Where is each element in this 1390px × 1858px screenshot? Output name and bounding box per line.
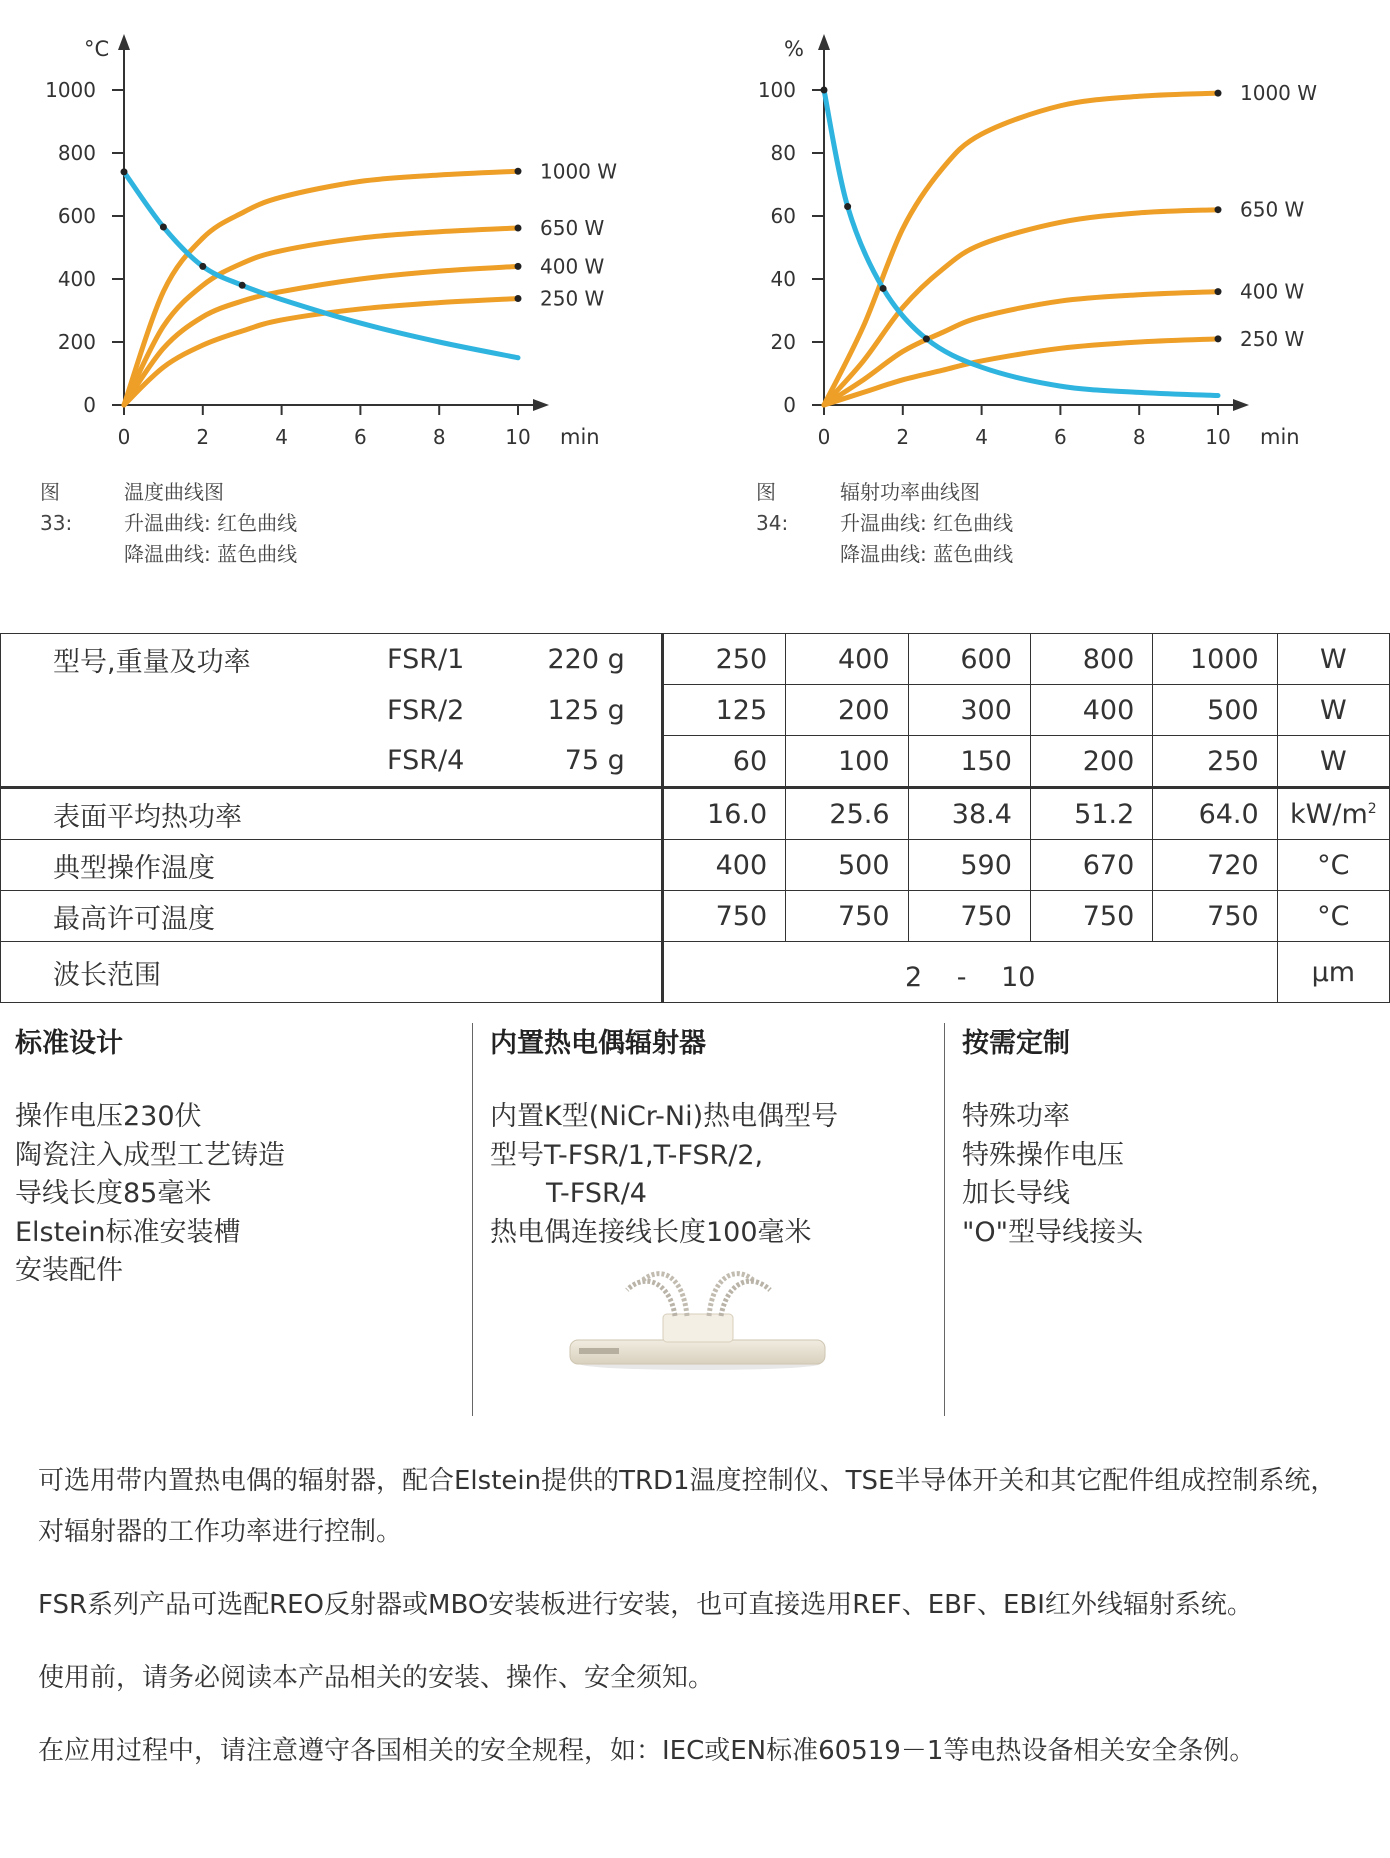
unit-cell: W [1277, 634, 1389, 685]
series-point [821, 87, 828, 94]
series-endpoint [515, 263, 522, 270]
thermocouple-emitter-illustration [565, 1262, 835, 1372]
value-cell: 64.0 [1153, 788, 1277, 840]
x-tick-label: 10 [1205, 425, 1231, 449]
list-item: 内置K型(NiCr-Ni)热电偶型号 [490, 1101, 839, 1132]
paragraph: 可选用带内置热电偶的辐射器，配合Elstein提供的TRD1温度控制仪、TSE半导体开关和其它配件组成控制系统，对辐射器的工作功率进行控制。 [38, 1466, 1337, 1547]
value-cell: 16.0 [662, 788, 785, 840]
caption-line: 降温曲线: 蓝色曲线 [840, 542, 1014, 566]
series-label: 1000 W [1240, 81, 1318, 106]
series-point [880, 285, 887, 292]
table-row [1, 840, 1390, 891]
row-label: 表面平均热功率 [1, 788, 663, 840]
series-point [199, 263, 206, 270]
column-divider [944, 1023, 945, 1416]
list-item: 操作电压230伏 [15, 1101, 202, 1132]
y-tick-label: 0 [83, 393, 96, 417]
series-endpoint [1215, 90, 1222, 97]
value-cell: 250 [1153, 736, 1277, 788]
column-standard-design [15, 1022, 475, 1291]
x-tick-label: 0 [817, 425, 831, 449]
x-tick-label: 8 [1132, 425, 1146, 449]
series-endpoint [1215, 288, 1222, 295]
value-cell: 400 [662, 840, 785, 891]
value-cell: 125 [662, 685, 785, 736]
series-point [923, 335, 930, 342]
series-line [124, 299, 518, 405]
value-cell: 100 [786, 736, 908, 788]
x-tick-label: 4 [975, 425, 988, 449]
table-row [1, 942, 1390, 1003]
table-row [1, 788, 1390, 840]
y-tick-label: 400 [57, 267, 96, 291]
caption-line: 降温曲线: 蓝色曲线 [124, 542, 298, 566]
weight-cell: 75 g [520, 736, 663, 788]
row-label: 最高许可温度 [1, 891, 663, 942]
list-item: 热电偶连接线长度100毫米 [490, 1216, 812, 1248]
series-label: 400 W [540, 254, 605, 279]
unit-cell: °C [1277, 840, 1389, 891]
value-cell: 200 [786, 685, 908, 736]
value-cell: 750 [1030, 891, 1152, 942]
y-tick-label: 600 [57, 204, 96, 228]
column-thermocouple [490, 1022, 950, 1252]
table-row [1, 736, 1390, 788]
list-item: 加长导线 [962, 1178, 1070, 1209]
series-point [160, 224, 167, 231]
value-cell: 750 [908, 891, 1030, 942]
range-dash: - [956, 961, 967, 993]
unit-text: kW/m [1290, 798, 1368, 830]
series-line [124, 171, 518, 405]
spec-table [0, 633, 1390, 1003]
series-endpoint [515, 224, 522, 231]
x-axis-arrow [1233, 399, 1249, 411]
y-tick-label: 800 [57, 141, 96, 165]
value-cell: 38.4 [908, 788, 1030, 840]
table-row [1, 685, 1390, 736]
y-tick-label: 200 [57, 330, 96, 354]
series-endpoint [515, 168, 522, 175]
caption-number: 图33: [40, 480, 73, 535]
x-tick-label: 6 [1054, 425, 1067, 449]
value-cell: 400 [1030, 685, 1152, 736]
unit-cell: W [1277, 685, 1389, 736]
list-item: 陶瓷注入成型工艺铸造 [15, 1139, 285, 1171]
x-tick-label: 8 [432, 425, 446, 449]
value-cell: 300 [908, 685, 1030, 736]
caption-line: 升温曲线: 红色曲线 [124, 511, 298, 535]
value-cell: 670 [1030, 840, 1152, 891]
series-label: 400 W [1240, 279, 1305, 304]
series-line [824, 93, 1218, 405]
y-tick-label: 80 [770, 141, 796, 165]
value-cell: 750 [786, 891, 908, 942]
y-axis-label: °C [84, 37, 110, 61]
series-label: 650 W [1240, 197, 1305, 222]
y-axis-label: % [784, 37, 804, 61]
caption-title: 辐射功率曲线图 [840, 480, 980, 504]
caption-line: 升温曲线: 红色曲线 [840, 511, 1014, 535]
value-cell: 750 [1153, 891, 1277, 942]
column-title: 内置热电偶辐射器 [490, 1028, 706, 1059]
paragraph: 使用前，请务必阅读本产品相关的安装、操作、安全须知。 [38, 1663, 715, 1693]
list-item: T-FSR/4 [546, 1178, 647, 1209]
unit-cell [1277, 788, 1389, 840]
row-label: 典型操作温度 [1, 840, 663, 891]
column-custom [962, 1022, 1390, 1252]
column-title: 按需定制 [962, 1028, 1070, 1059]
x-tick-label: 2 [896, 425, 910, 449]
series-endpoint [1215, 206, 1222, 213]
value-cell: 500 [1153, 685, 1277, 736]
series-endpoint [1215, 335, 1222, 342]
series-point [844, 203, 851, 210]
value-cell: 720 [1153, 840, 1277, 891]
y-tick-label: 0 [783, 393, 796, 417]
value-cell: 60 [662, 736, 785, 788]
model-cell: FSR/2 [387, 694, 465, 726]
value-cell: 200 [1030, 736, 1152, 788]
value-cell: 600 [908, 634, 1030, 685]
y-tick-label: 20 [770, 330, 796, 354]
series-endpoint [515, 295, 522, 302]
x-axis-arrow [533, 399, 549, 411]
model-cell: FSR/1 [387, 634, 520, 685]
value-cell: 500 [786, 840, 908, 891]
caption-number: 图34: [756, 480, 789, 535]
list-item: 特殊操作电压 [962, 1139, 1124, 1171]
x-tick-label: 2 [196, 425, 210, 449]
caption-title: 温度曲线图 [124, 480, 224, 504]
series-label: 250 W [540, 286, 605, 311]
column-divider [472, 1023, 473, 1416]
unit-cell: µm [1277, 942, 1389, 1003]
x-tick-label: 4 [275, 425, 288, 449]
value-cell: 250 [662, 634, 785, 685]
value-cell: 590 [908, 840, 1030, 891]
x-tick-label: 0 [117, 425, 131, 449]
column-title: 标准设计 [15, 1028, 123, 1059]
list-item: 特殊功率 [962, 1101, 1070, 1132]
radiant-power-chart [700, 0, 1360, 470]
y-tick-label: 1000 [45, 78, 96, 102]
series-label: 250 W [1240, 326, 1305, 351]
list-item: 安装配件 [15, 1255, 123, 1286]
value-cell: 1000 [1153, 634, 1277, 685]
series-line [124, 266, 518, 405]
y-axis-arrow [118, 34, 130, 50]
unit-superscript: 2 [1367, 800, 1377, 817]
notes [38, 1456, 1358, 1799]
paragraph: 在应用过程中，请注意遵守各国相关的安全规程，如：IEC或EN标准60519－1等电热设备相关安全条例。 [38, 1736, 1256, 1766]
value-cell: 25.6 [786, 788, 908, 840]
y-tick-label: 60 [770, 204, 796, 228]
value-cell: 150 [908, 736, 1030, 788]
temperature-chart [0, 0, 660, 470]
weight-cell: 220 g [520, 634, 663, 685]
x-tick-label: 10 [505, 425, 531, 449]
y-tick-label: 100 [757, 78, 796, 102]
series-label: 650 W [540, 215, 605, 240]
row-label: 波长范围 [1, 942, 663, 1003]
series-line [124, 228, 518, 405]
unit-cell: W [1277, 736, 1389, 788]
value-cell: 400 [786, 634, 908, 685]
list-item: 导线长度85毫米 [15, 1178, 212, 1209]
series-label: 1000 W [540, 159, 618, 184]
table-row [1, 634, 1390, 685]
x-tick-label: 6 [354, 425, 367, 449]
list-item: Elstein标准安装槽 [15, 1216, 241, 1248]
value-cell: 750 [662, 891, 785, 942]
series-point [239, 282, 246, 289]
range-from: 2 [904, 961, 923, 993]
model-cell: FSR/4 [387, 745, 465, 777]
value-cell: 51.2 [1030, 788, 1152, 840]
y-tick-label: 40 [770, 267, 796, 291]
value-cell: 800 [1030, 634, 1152, 685]
table-row [1, 891, 1390, 942]
row-label: 型号,重量及功率 [1, 634, 388, 685]
series-line [824, 90, 1218, 396]
list-item: "O"型导线接头 [962, 1216, 1144, 1248]
series-point [121, 168, 128, 175]
list-item: 型号T-FSR/1,T-FSR/2, [490, 1139, 764, 1171]
range-to: 10 [1001, 961, 1036, 993]
x-axis-label: min [1260, 425, 1300, 449]
x-axis-label: min [560, 425, 600, 449]
wavelength-range [662, 942, 1277, 1003]
y-axis-arrow [818, 34, 830, 50]
unit-cell: °C [1277, 891, 1389, 942]
paragraph: FSR系列产品可选配REO反射器或MBO安装板进行安装，也可直接选用REF、EBF、EBI红外线辐射系统。 [38, 1590, 1253, 1620]
weight-cell: 125 g [520, 685, 663, 736]
